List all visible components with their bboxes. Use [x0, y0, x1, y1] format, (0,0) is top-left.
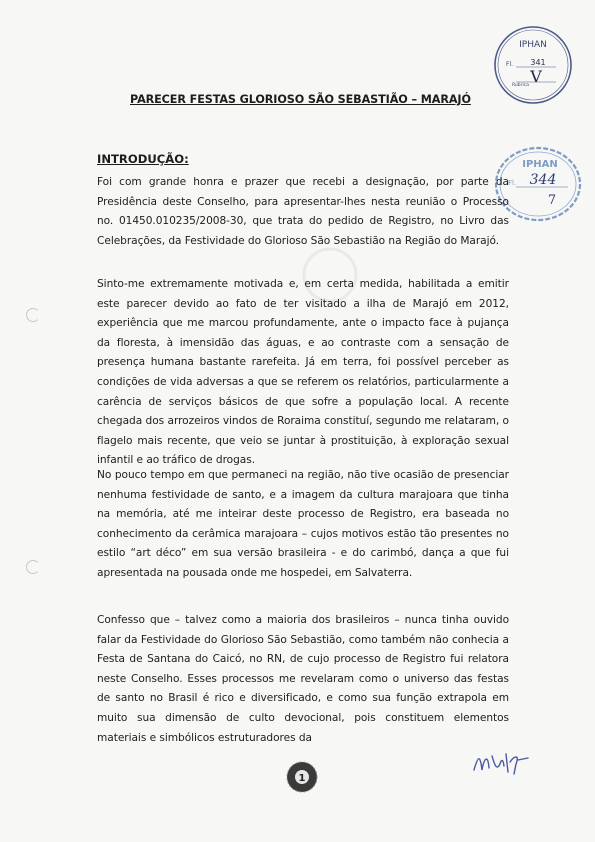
handwritten-initials — [470, 748, 530, 780]
stamp-top-line1: Fl. — [506, 61, 514, 68]
page-number-stamp — [285, 760, 319, 794]
stamp-middle-line1: Fl. — [508, 179, 517, 187]
paragraph-2: Sinto-me extremamente motivada e, em certa medida, habilitada a emitir este parecer devido ao fato de ter visitado a ilha de Marajó em 2012, experiência que me marcou profundamente, ante o impacto face à pujança da floresta, à imensidão das águas, e ao contraste com a sensação de presença humana bastante rarefeita. Já em terra, foi possível perceber as condições de vida adversas a que se referem os relatórios, particularmente a carência de serviços básicos de que sofre a população local. A recente chegada dos arrozeiros vindos de Roraima constituí, segundo me relataram, o flagelo mais recente, que veio se juntar à prostituição, à exploração sexual infantil e ao tráfico de drogas. — [97, 278, 509, 467]
stamp-top-line2: Rubrica — [512, 83, 529, 88]
stamp-middle-value: 344 — [529, 172, 557, 188]
section-heading: INTRODUÇÃO: — [97, 152, 189, 166]
stamp-top-org: IPHAN — [519, 40, 547, 50]
iphan-stamp-top — [490, 22, 576, 108]
paragraph-1: Foi com grande honra e prazer que recebi a designação, por parte da Presidência deste Conselho, para apresentar-lhes nesta reunião o Processo no. 01450.010235/2008-30, que trata do pedido de Registro, no Livro das Celebrações, da Festividade do Glorioso São Sebastião na Região do Marajó. — [97, 176, 509, 247]
stamp-top-mark: V — [530, 67, 542, 86]
punch-hole-mark — [26, 308, 40, 322]
stamp-middle-org: IPHAN — [522, 159, 558, 170]
punch-hole-mark-lower — [26, 560, 40, 574]
stamp-top-value: 341 — [530, 58, 546, 67]
paragraph-4: Confesso que – talvez como a maioria dos brasileiros – nunca tinha ouvido falar da Festividade do Glorioso São Sebastião, como também não conhecia a Festa de Santana do Caicó, no RN, de cujo processo de Registro fui relatora neste Conselho. Esses processos me revelaram como o universo das festas de santo no Brasil é rico e diversificado, e como sua função extrapola em muito sua dimensão de culto devocional, pois constituem elementos materiais e simbólicos estruturadores da — [97, 614, 509, 744]
page-number: 1 — [298, 773, 306, 784]
document-title: PARECER FESTAS GLORIOSO SÃO SEBASTIÃO – MARAJÓ — [130, 93, 471, 106]
paragraph-3: No pouco tempo em que permaneci na região, não tive ocasião de presenciar nenhuma festividade de santo, e a imagem da cultura marajoara que tinha na memória, até me inteirar deste processo de Registro, era baseada no conhecimento da cerâmica marajoara – cujos motivos estão tão presentes no estilo “art déco” em sua versão brasileira - e do carimbó, dança a que fui apresentada na pousada onde me hospedei, em Salvaterra. — [97, 469, 509, 579]
stamp-middle-mark: 7 — [547, 193, 557, 208]
